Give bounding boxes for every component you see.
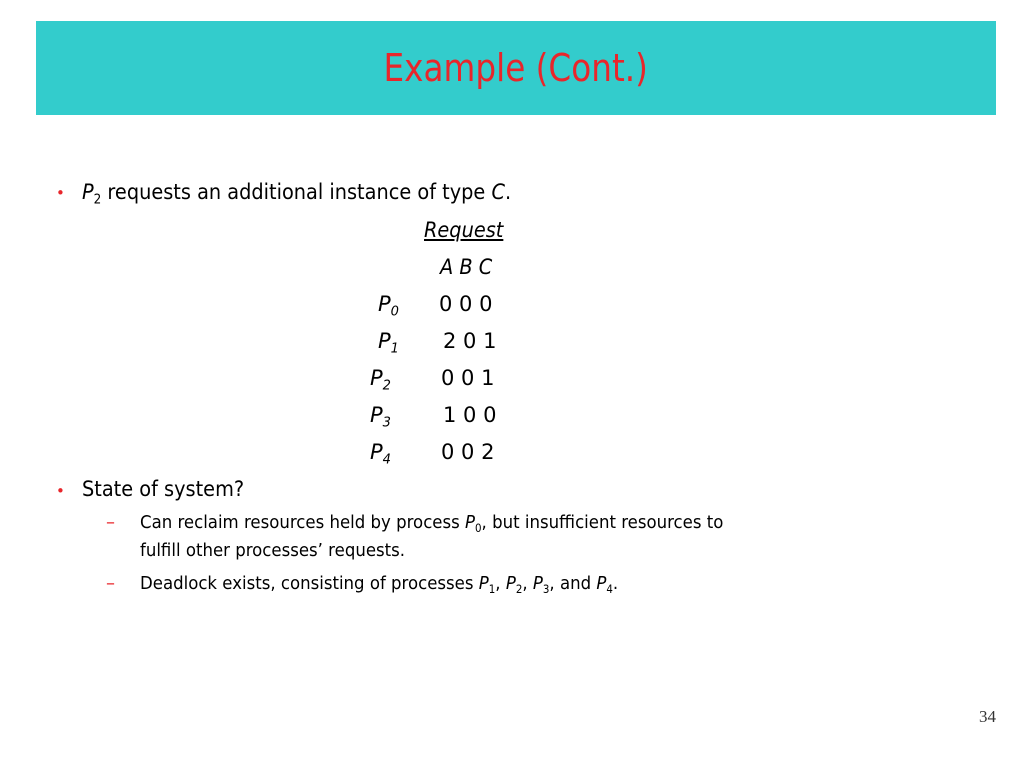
page-number: 34 (979, 707, 996, 726)
row-values-p0: 0 0 0 (439, 292, 493, 316)
title-bar (36, 21, 996, 115)
bullet-2-text: State of system? (82, 477, 245, 501)
row-values-p1: 2 0 1 (443, 329, 497, 353)
bullet-marker: • (56, 184, 65, 202)
dash-marker: – (106, 573, 115, 594)
request-header: Request (424, 218, 504, 242)
row-label-p0: $P_0$ (378, 292, 399, 320)
row-label-p1: $P_1$ (378, 329, 399, 357)
slide-title: Example (Cont.) (383, 46, 649, 90)
row-label-p3: $P_3$ (370, 403, 391, 431)
row-values-p4: 0 0 2 (441, 440, 495, 464)
bullet-1-text: $P_2$ requests an additional instance of type C. (82, 180, 512, 208)
request-columns: A B C (440, 255, 493, 279)
row-label-p4: $P_4$ (370, 440, 391, 468)
dash-marker: – (106, 512, 115, 533)
sub-bullet-1-line-1: Can reclaim resources held by process $P_0$, but insufficient resources to (140, 512, 724, 535)
row-values-p2: 0 0 1 (441, 366, 495, 390)
row-values-p3: 1 0 0 (443, 403, 497, 427)
sub-bullet-1-line-2: fulfill other processes’ requests. (140, 540, 406, 561)
row-label-p2: $P_2$ (370, 366, 391, 394)
sub-bullet-2-text: Deadlock exists, consisting of processes $P_1$, $P_2$, $P_3$, and $P_4$. (140, 573, 619, 596)
process-p2: P (82, 180, 94, 204)
bullet-marker: • (56, 482, 65, 500)
